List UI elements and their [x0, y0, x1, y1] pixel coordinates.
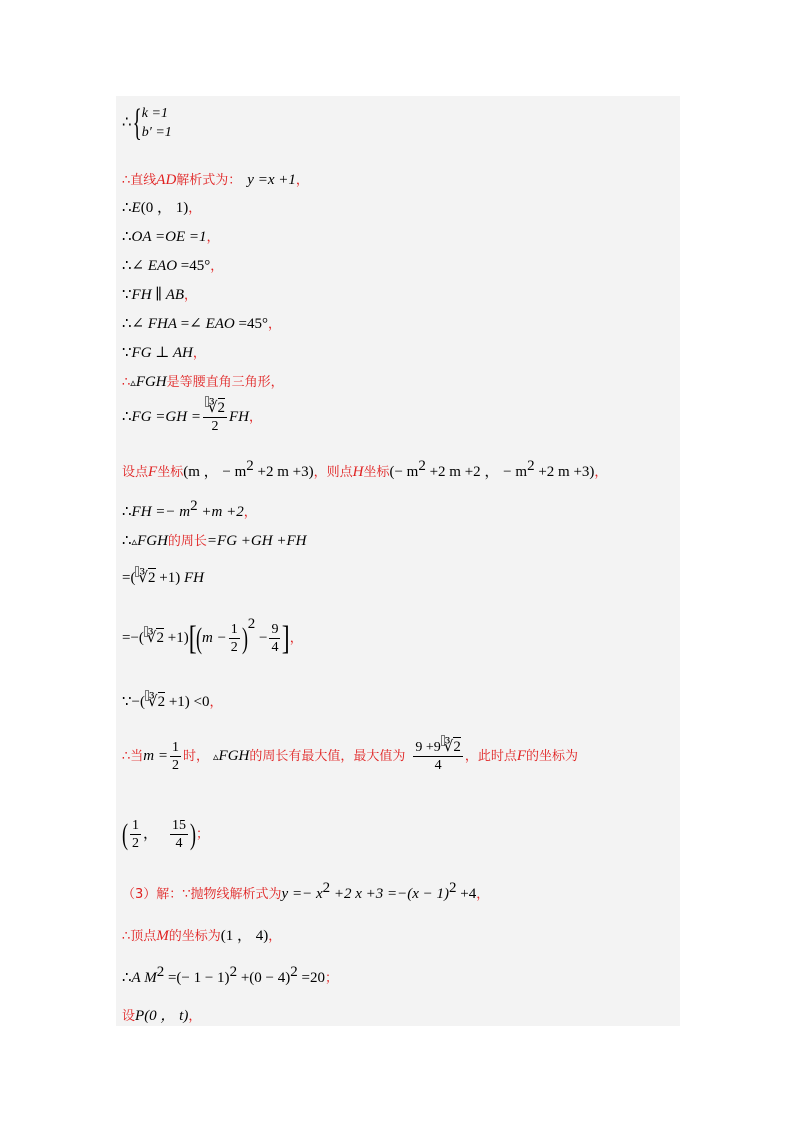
line-point-e: ∴E(0 ， 1)， [122, 200, 202, 216]
fraction: $\frac{9 +9 ∛2}{4}$ [413, 739, 462, 774]
line-fh-parallel: ∵FH ∥ AB， [122, 287, 198, 303]
line-coords-fh: 设点F坐标(m ， − $m^2 +2$ m +3)，则点H坐标(− $m^2 +2$ m +2 ， − $m^2 +2$ m +3)， [122, 458, 608, 480]
fraction: $\frac{9}{4}$ [271, 622, 279, 656]
line-fh-value: ∴FH =− $m^2 +m +2$， [122, 498, 257, 520]
line-fg-perp: ∵FG ⊥ AH， [122, 345, 206, 361]
solution-panel [116, 96, 680, 1026]
line-perimeter-step1: =( ∛2 +1) FH [122, 568, 204, 588]
line-ad-equation: ∴直线AD解析式为： y =x +1， [122, 172, 309, 188]
line-part3-parabola: （3）解：∵抛物线解析式为$y =- x^2 +2$ $x +3 =-(x - 1)^2 +4$， [122, 880, 490, 902]
line-max-value: ∴当m = $\frac{1}{2}$ 时， ▵FGH的周长有最大值，最大值为 $\frac{9 +9 ∛2}{4}$ ，此时点F的坐标为 [122, 736, 578, 777]
fraction: $\frac{15}{4}$ [172, 818, 187, 852]
fraction: $\frac{1}{2}$ [230, 622, 238, 656]
line-angle-fha: ∴∠ FHA =∠ EAO =45°， [122, 316, 281, 332]
line-fg-gh: ∴FG =GH = $\frac{∛2}{2}$ FH， [122, 400, 262, 435]
fraction: $\frac{1}{2}$ [132, 818, 139, 852]
line-perimeter: ∴▵FGH的周长=FG +GH +FH [122, 533, 307, 549]
fraction: $\frac{∛2}{2}$ [203, 400, 227, 435]
line-oa-oe: ∴OA =OE =1， [122, 229, 220, 245]
line-vertex-m: ∴顶点M的坐标为(1 ， 4)， [122, 928, 282, 944]
line-set-p: 设P(0 ， t)， [122, 1008, 202, 1024]
triangle-icon: ▵ [130, 377, 136, 389]
left-brace: { [132, 102, 142, 144]
fraction: $\frac{1}{2}$ [172, 740, 179, 774]
line-perimeter-step2: =−( ∛2 +1)[(m − $\frac{1}{2}$ )$^2$ − $\frac{9}{4}$ ]， [122, 616, 303, 657]
line-am-squared: ∴A $M^2$ =(− $1 - 1)^2 +(0 - 4)^2 =20$； [122, 964, 338, 986]
line-system: ∴{ k =1 b′ =1 [122, 102, 172, 144]
line-point-f-coords: ( $\frac{1}{2}$ ， $\frac{15}{4}$ )； [122, 817, 210, 852]
triangle-icon: ▵ [131, 536, 138, 548]
line-angle-eao: ∴∠ EAO =45°， [122, 258, 224, 274]
line-negative-coef: ∵−( ∛2 +1) <0， [122, 692, 223, 713]
triangle-icon: ▵ [213, 751, 219, 763]
line-isosceles: ∴▵FGH是等腰直角三角形， [122, 374, 284, 390]
